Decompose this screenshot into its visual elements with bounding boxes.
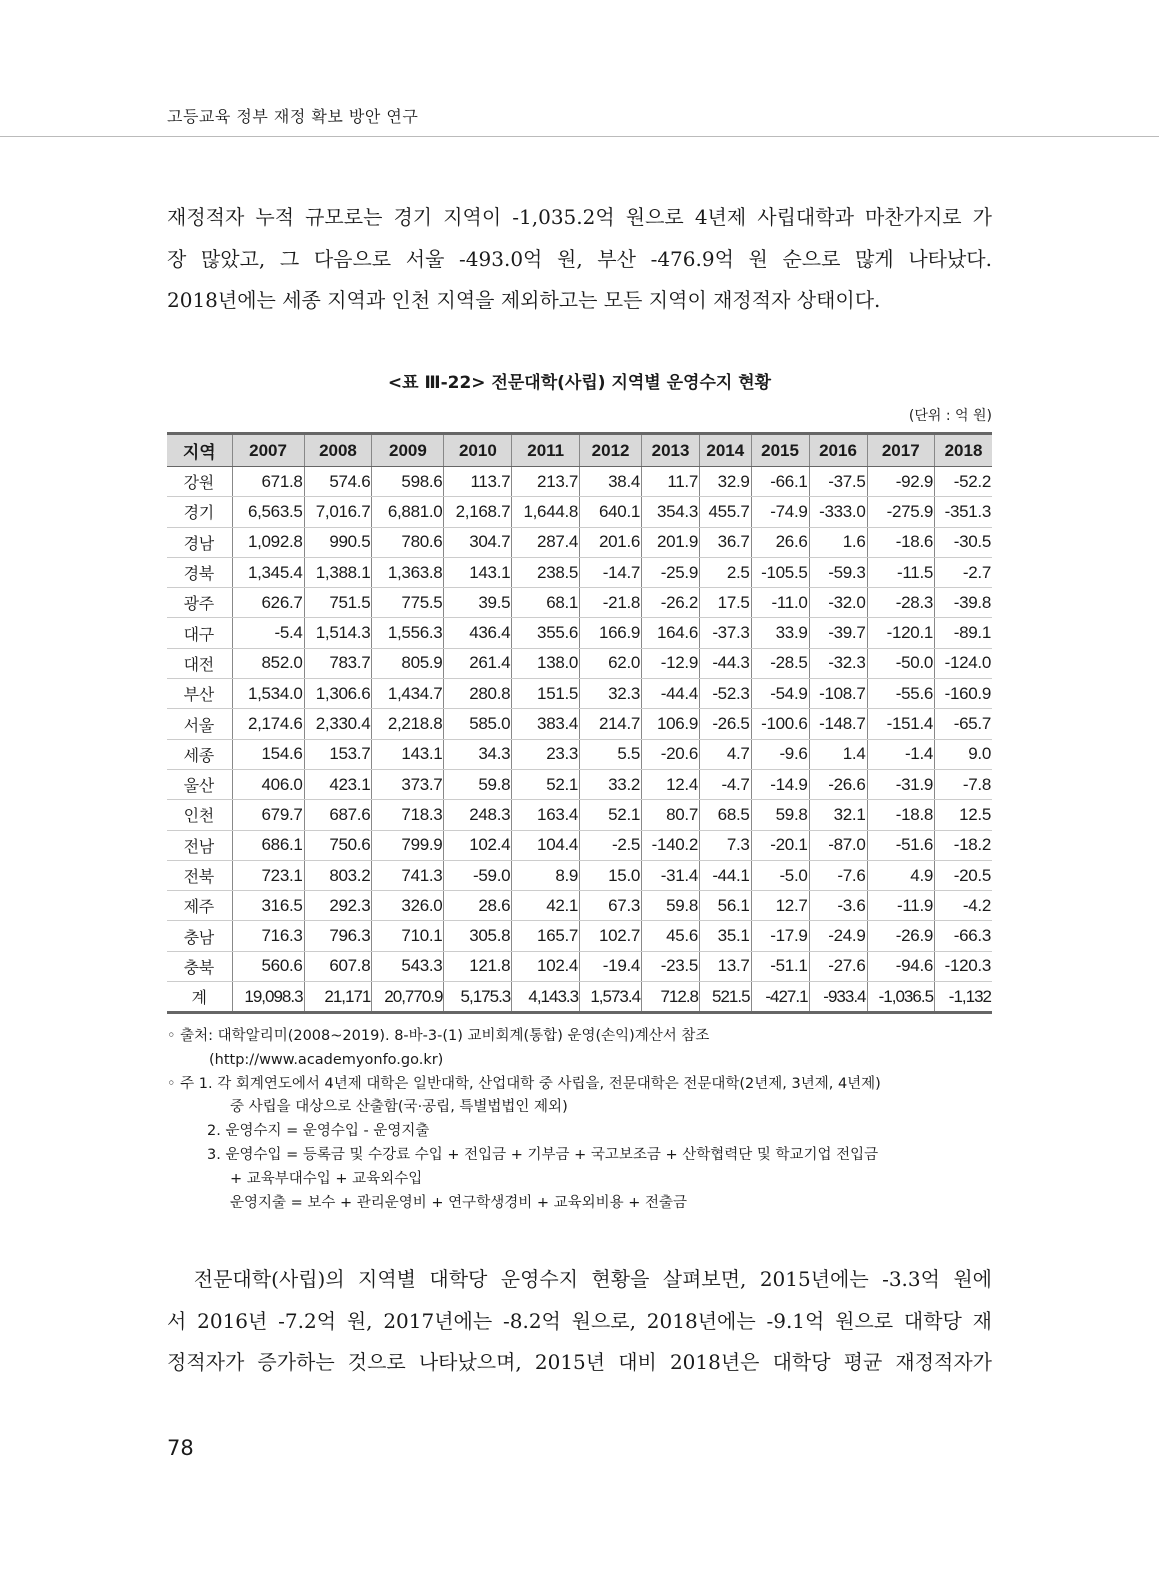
value-cell: 436.4 [444, 618, 512, 648]
value-cell: -32.0 [809, 588, 867, 618]
value-cell: -18.8 [867, 800, 935, 830]
value-cell: 775.5 [372, 588, 444, 618]
value-cell: -26.6 [809, 769, 867, 799]
value-cell: 585.0 [444, 709, 512, 739]
value-cell: -44.4 [642, 679, 700, 709]
region-cell: 계 [167, 982, 232, 1013]
value-cell: 716.3 [232, 921, 304, 951]
region-cell: 충북 [167, 951, 232, 981]
header-year: 2016 [809, 434, 867, 467]
value-cell: -20.6 [642, 739, 700, 769]
value-cell: 990.5 [304, 527, 372, 557]
value-cell: 1,514.3 [304, 618, 372, 648]
value-cell: -7.6 [809, 860, 867, 890]
value-cell: 68.1 [512, 588, 580, 618]
table-row [167, 527, 992, 557]
note-3: 3. 운영수입 = 등록금 및 수강료 수입 + 전입금 + 기부금 + 국고보조금 + 산학협력단 및 학교기업 전입금 [207, 1146, 879, 1163]
value-cell: -11.0 [751, 588, 809, 618]
value-cell: 154.6 [232, 739, 304, 769]
value-cell: -1,036.5 [867, 982, 935, 1013]
value-cell: 292.3 [304, 891, 372, 921]
value-cell: -25.9 [642, 557, 700, 587]
value-cell: 17.5 [700, 588, 752, 618]
value-cell: -108.7 [809, 679, 867, 709]
paragraph-1 [167, 197, 992, 322]
value-cell: 783.7 [304, 648, 372, 678]
value-cell: 1.6 [809, 527, 867, 557]
header-year: 2012 [580, 434, 642, 467]
header-year: 2015 [751, 434, 809, 467]
value-cell: 21,171 [304, 982, 372, 1013]
value-cell: 62.0 [580, 648, 642, 678]
table-header-row [167, 434, 992, 467]
table-title: <표 Ⅲ-22> 전문대학(사립) 지역별 운영수지 현황 [387, 373, 772, 393]
value-cell: 56.1 [700, 891, 752, 921]
value-cell: 102.4 [512, 951, 580, 981]
value-cell: -4.7 [700, 769, 752, 799]
value-cell: 13.7 [700, 951, 752, 981]
value-cell: 280.8 [444, 679, 512, 709]
value-cell: 354.3 [642, 497, 700, 527]
value-cell: 2,174.6 [232, 709, 304, 739]
header-year: 2007 [232, 434, 304, 467]
region-cell: 부산 [167, 679, 232, 709]
value-cell: 153.7 [304, 739, 372, 769]
value-cell: 1,306.6 [304, 679, 372, 709]
value-cell: 32.3 [580, 679, 642, 709]
value-cell: -31.4 [642, 860, 700, 890]
value-cell: -275.9 [867, 497, 935, 527]
paragraph-line: 정적자가 증가하는 것으로 나타났으며, 2015년 대비 2018년은 대학당 평균 재정적자가 [167, 1350, 992, 1374]
table-row [167, 497, 992, 527]
note-2: 2. 운영수지 = 운영수입 - 운영지출 [207, 1123, 430, 1140]
value-cell: -100.6 [751, 709, 809, 739]
region-cell: 강원 [167, 467, 232, 497]
value-cell: 1,363.8 [372, 557, 444, 587]
value-cell: 143.1 [372, 739, 444, 769]
note-source: ◦ 출처: 대학알리미(2008~2019). 8-바-3-(1) 교비회계(통합) 운영(손익)계산서 참조 [167, 1028, 710, 1044]
region-cell: 전북 [167, 860, 232, 890]
value-cell: -351.3 [935, 497, 992, 527]
value-cell: -18.2 [935, 830, 992, 860]
paragraph-line: 전문대학(사립)의 지역별 대학당 운영수지 현황을 살펴보면, 2015년에는 -3.3억 원에 [167, 1267, 992, 1291]
table-row [167, 860, 992, 890]
value-cell: 6,881.0 [372, 497, 444, 527]
header-divider [0, 136, 1159, 137]
value-cell: -39.7 [809, 618, 867, 648]
note-source-url: (http://www.academyonfo.go.kr) [209, 1051, 444, 1068]
value-cell: -20.1 [751, 830, 809, 860]
value-cell: -44.3 [700, 648, 752, 678]
value-cell: 1,092.8 [232, 527, 304, 557]
table-notes [167, 1025, 997, 1215]
table-row [167, 830, 992, 860]
region-cell: 서울 [167, 709, 232, 739]
value-cell: -7.8 [935, 769, 992, 799]
value-cell: -124.0 [935, 648, 992, 678]
value-cell: 138.0 [512, 648, 580, 678]
running-head: 고등교육 정부 재정 확보 방안 연구 [167, 107, 419, 126]
value-cell: -5.4 [232, 618, 304, 648]
value-cell: -26.2 [642, 588, 700, 618]
table-row [167, 921, 992, 951]
value-cell: 686.1 [232, 830, 304, 860]
value-cell: 2,330.4 [304, 709, 372, 739]
value-cell: -11.9 [867, 891, 935, 921]
value-cell: 796.3 [304, 921, 372, 951]
value-cell: -19.4 [580, 951, 642, 981]
table-row [167, 648, 992, 678]
value-cell: 723.1 [232, 860, 304, 890]
value-cell: -24.9 [809, 921, 867, 951]
value-cell: -3.6 [809, 891, 867, 921]
value-cell: -44.1 [700, 860, 752, 890]
value-cell: 42.1 [512, 891, 580, 921]
value-cell: -148.7 [809, 709, 867, 739]
value-cell: 1,534.0 [232, 679, 304, 709]
value-cell: 2,218.8 [372, 709, 444, 739]
value-cell: -333.0 [809, 497, 867, 527]
value-cell: 59.8 [444, 769, 512, 799]
value-cell: -52.3 [700, 679, 752, 709]
header-year: 2009 [372, 434, 444, 467]
page-number: 78 [167, 1436, 194, 1460]
value-cell: 521.5 [700, 982, 752, 1013]
note-3-expense: 운영지출 = 보수 + 관리운영비 + 연구학생경비 + 교육외비용 + 전출금 [230, 1194, 688, 1211]
value-cell: 67.3 [580, 891, 642, 921]
value-cell: -32.3 [809, 648, 867, 678]
value-cell: -933.4 [809, 982, 867, 1013]
value-cell: -39.8 [935, 588, 992, 618]
region-cell: 제주 [167, 891, 232, 921]
value-cell: 12.4 [642, 769, 700, 799]
value-cell: 9.0 [935, 739, 992, 769]
value-cell: -14.7 [580, 557, 642, 587]
value-cell: 38.4 [580, 467, 642, 497]
value-cell: 28.6 [444, 891, 512, 921]
value-cell: -54.9 [751, 679, 809, 709]
value-cell: -23.5 [642, 951, 700, 981]
value-cell: 383.4 [512, 709, 580, 739]
value-cell: -17.9 [751, 921, 809, 951]
table-row [167, 709, 992, 739]
value-cell: -87.0 [809, 830, 867, 860]
region-cell: 충남 [167, 921, 232, 951]
value-cell: 214.7 [580, 709, 642, 739]
value-cell: 33.9 [751, 618, 809, 648]
value-cell: 8.9 [512, 860, 580, 890]
value-cell: 455.7 [700, 497, 752, 527]
value-cell: -65.7 [935, 709, 992, 739]
value-cell: 45.6 [642, 921, 700, 951]
value-cell: -66.1 [751, 467, 809, 497]
value-cell: 102.7 [580, 921, 642, 951]
header-year: 2018 [935, 434, 992, 467]
header-region: 지역 [167, 434, 232, 467]
value-cell: 36.7 [700, 527, 752, 557]
value-cell: -21.8 [580, 588, 642, 618]
total-row [167, 982, 992, 1013]
value-cell: -30.5 [935, 527, 992, 557]
region-cell: 대구 [167, 618, 232, 648]
value-cell: 261.4 [444, 648, 512, 678]
value-cell: -59.0 [444, 860, 512, 890]
value-cell: 1,434.7 [372, 679, 444, 709]
value-cell: 574.6 [304, 467, 372, 497]
value-cell: 671.8 [232, 467, 304, 497]
value-cell: 4.7 [700, 739, 752, 769]
value-cell: -9.6 [751, 739, 809, 769]
header-year: 2014 [700, 434, 752, 467]
value-cell: 121.8 [444, 951, 512, 981]
value-cell: 33.2 [580, 769, 642, 799]
value-cell: 68.5 [700, 800, 752, 830]
header-year: 2008 [304, 434, 372, 467]
region-cell: 전남 [167, 830, 232, 860]
value-cell: 12.5 [935, 800, 992, 830]
value-cell: 712.8 [642, 982, 700, 1013]
value-cell: 151.5 [512, 679, 580, 709]
value-cell: -28.3 [867, 588, 935, 618]
value-cell: -37.3 [700, 618, 752, 648]
value-cell: 750.6 [304, 830, 372, 860]
header-year: 2017 [867, 434, 935, 467]
value-cell: 718.3 [372, 800, 444, 830]
header-year: 2011 [512, 434, 580, 467]
value-cell: 799.9 [372, 830, 444, 860]
value-cell: 165.7 [512, 921, 580, 951]
value-cell: 1.4 [809, 739, 867, 769]
value-cell: -59.3 [809, 557, 867, 587]
value-cell: -28.5 [751, 648, 809, 678]
paragraph-2 [167, 1259, 992, 1384]
value-cell: 12.7 [751, 891, 809, 921]
header-year: 2010 [444, 434, 512, 467]
value-cell: -27.6 [809, 951, 867, 981]
value-cell: 1,644.8 [512, 497, 580, 527]
table-row [167, 951, 992, 981]
value-cell: -427.1 [751, 982, 809, 1013]
paragraph-line: 2018년에는 세종 지역과 인천 지역을 제외하고는 모든 지역이 재정적자 상태이다. [167, 288, 881, 312]
note-3-cont: + 교육부대수입 + 교육외수입 [230, 1170, 423, 1187]
value-cell: -26.9 [867, 921, 935, 951]
value-cell: 59.8 [642, 891, 700, 921]
value-cell: -74.9 [751, 497, 809, 527]
value-cell: 805.9 [372, 648, 444, 678]
value-cell: 163.4 [512, 800, 580, 830]
value-cell: 166.9 [580, 618, 642, 648]
value-cell: -105.5 [751, 557, 809, 587]
value-cell: 710.1 [372, 921, 444, 951]
value-cell: 201.6 [580, 527, 642, 557]
value-cell: 406.0 [232, 769, 304, 799]
value-cell: -92.9 [867, 467, 935, 497]
value-cell: 1,556.3 [372, 618, 444, 648]
value-cell: 1,573.4 [580, 982, 642, 1013]
value-cell: -51.1 [751, 951, 809, 981]
value-cell: -120.3 [935, 951, 992, 981]
value-cell: -11.5 [867, 557, 935, 587]
value-cell: 39.5 [444, 588, 512, 618]
value-cell: 32.1 [809, 800, 867, 830]
value-cell: 560.6 [232, 951, 304, 981]
value-cell: 23.3 [512, 739, 580, 769]
paragraph-line: 장 많았고, 그 다음으로 서울 -493.0억 원, 부산 -476.9억 원 순으로 많게 나타났다. [167, 246, 992, 271]
value-cell: 7,016.7 [304, 497, 372, 527]
value-cell: 201.9 [642, 527, 700, 557]
value-cell: 102.4 [444, 830, 512, 860]
value-cell: -4.2 [935, 891, 992, 921]
value-cell: 6,563.5 [232, 497, 304, 527]
value-cell: -120.1 [867, 618, 935, 648]
value-cell: 679.7 [232, 800, 304, 830]
value-cell: -66.3 [935, 921, 992, 951]
value-cell: 238.5 [512, 557, 580, 587]
value-cell: 1,388.1 [304, 557, 372, 587]
region-cell: 광주 [167, 588, 232, 618]
region-cell: 대전 [167, 648, 232, 678]
table-row [167, 739, 992, 769]
table-row [167, 557, 992, 587]
value-cell: 4.9 [867, 860, 935, 890]
value-cell: 2.5 [700, 557, 752, 587]
value-cell: -160.9 [935, 679, 992, 709]
value-cell: -18.6 [867, 527, 935, 557]
value-cell: -31.9 [867, 769, 935, 799]
value-cell: 248.3 [444, 800, 512, 830]
value-cell: -2.5 [580, 830, 642, 860]
value-cell: 59.8 [751, 800, 809, 830]
value-cell: 741.3 [372, 860, 444, 890]
value-cell: 607.8 [304, 951, 372, 981]
value-cell: 35.1 [700, 921, 752, 951]
value-cell: 20,770.9 [372, 982, 444, 1013]
note-1: ◦ 주 1. 각 회계연도에서 4년제 대학은 일반대학, 산업대학 중 사립을, 전문대학은 전문대학(2년제, 3년제, 4년제) [167, 1075, 881, 1092]
value-cell: -52.2 [935, 467, 992, 497]
value-cell: -5.0 [751, 860, 809, 890]
table-row [167, 800, 992, 830]
value-cell: 304.7 [444, 527, 512, 557]
value-cell: -1.4 [867, 739, 935, 769]
value-cell: 543.3 [372, 951, 444, 981]
operating-balance-table [167, 432, 992, 1014]
value-cell: -20.5 [935, 860, 992, 890]
paragraph-line: 서 2016년 -7.2억 원, 2017년에는 -8.2억 원으로, 2018년에는 -9.1억 원으로 대학당 재 [167, 1308, 992, 1333]
value-cell: 1,345.4 [232, 557, 304, 587]
value-cell: -55.6 [867, 679, 935, 709]
table-row [167, 679, 992, 709]
value-cell: -1,132 [935, 982, 992, 1013]
region-cell: 인천 [167, 800, 232, 830]
table-row [167, 588, 992, 618]
value-cell: -12.9 [642, 648, 700, 678]
value-cell: 11.7 [642, 467, 700, 497]
value-cell: 26.6 [751, 527, 809, 557]
value-cell: -151.4 [867, 709, 935, 739]
value-cell: -89.1 [935, 618, 992, 648]
value-cell: -51.6 [867, 830, 935, 860]
value-cell: 143.1 [444, 557, 512, 587]
value-cell: 626.7 [232, 588, 304, 618]
table-row [167, 769, 992, 799]
value-cell: 34.3 [444, 739, 512, 769]
value-cell: 598.6 [372, 467, 444, 497]
value-cell: 373.7 [372, 769, 444, 799]
header-year: 2013 [642, 434, 700, 467]
value-cell: 287.4 [512, 527, 580, 557]
table-unit: (단위 : 억 원) [908, 408, 992, 424]
value-cell: 213.7 [512, 467, 580, 497]
value-cell: 80.7 [642, 800, 700, 830]
region-cell: 경기 [167, 497, 232, 527]
value-cell: -26.5 [700, 709, 752, 739]
value-cell: 316.5 [232, 891, 304, 921]
value-cell: 4,143.3 [512, 982, 580, 1013]
value-cell: 687.6 [304, 800, 372, 830]
value-cell: -50.0 [867, 648, 935, 678]
value-cell: 15.0 [580, 860, 642, 890]
value-cell: 780.6 [372, 527, 444, 557]
region-cell: 경남 [167, 527, 232, 557]
value-cell: 164.6 [642, 618, 700, 648]
value-cell: 305.8 [444, 921, 512, 951]
value-cell: 5,175.3 [444, 982, 512, 1013]
value-cell: 52.1 [580, 800, 642, 830]
value-cell: 52.1 [512, 769, 580, 799]
value-cell: 5.5 [580, 739, 642, 769]
value-cell: 326.0 [372, 891, 444, 921]
value-cell: -94.6 [867, 951, 935, 981]
value-cell: 640.1 [580, 497, 642, 527]
value-cell: 32.9 [700, 467, 752, 497]
paragraph-line: 재정적자 누적 규모로는 경기 지역이 -1,035.2억 원으로 4년제 사립대학과 마찬가지로 가 [167, 205, 992, 229]
note-1-cont: 중 사립을 대상으로 산출함(국·공립, 특별법법인 제외) [230, 1099, 568, 1116]
region-cell: 경북 [167, 557, 232, 587]
region-cell: 세종 [167, 739, 232, 769]
value-cell: 2,168.7 [444, 497, 512, 527]
value-cell: -2.7 [935, 557, 992, 587]
value-cell: 355.6 [512, 618, 580, 648]
table-row [167, 891, 992, 921]
value-cell: 7.3 [700, 830, 752, 860]
table-row [167, 467, 992, 497]
value-cell: 803.2 [304, 860, 372, 890]
table-row [167, 618, 992, 648]
value-cell: 113.7 [444, 467, 512, 497]
value-cell: -37.5 [809, 467, 867, 497]
value-cell: 19,098.3 [232, 982, 304, 1013]
value-cell: 423.1 [304, 769, 372, 799]
value-cell: 751.5 [304, 588, 372, 618]
region-cell: 울산 [167, 769, 232, 799]
value-cell: 104.4 [512, 830, 580, 860]
value-cell: -14.9 [751, 769, 809, 799]
value-cell: -140.2 [642, 830, 700, 860]
value-cell: 106.9 [642, 709, 700, 739]
value-cell: 852.0 [232, 648, 304, 678]
